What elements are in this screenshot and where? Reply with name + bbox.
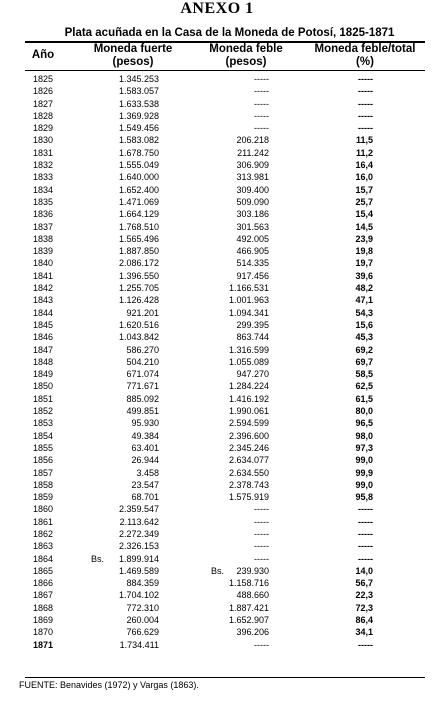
table-row xyxy=(0,319,434,331)
cell-strong-currency: 1.734.411 xyxy=(119,639,159,650)
cell-year: 1857 xyxy=(33,467,54,478)
cell-weak-currency: 396.206 xyxy=(236,627,269,638)
cell-strong-currency: 766.629 xyxy=(126,627,159,638)
cell-strong-currency: 1.664.129 xyxy=(118,209,159,220)
cell-strong-currency: 1.396.550 xyxy=(118,270,159,281)
table-row xyxy=(0,134,434,146)
table-row xyxy=(0,270,434,282)
cell-year: 1861 xyxy=(33,516,54,527)
cell-strong-currency: 49.384 xyxy=(131,430,159,441)
header-weak-share xyxy=(306,43,424,69)
cell-weak-currency: ----- xyxy=(254,98,269,109)
cell-weak-share: 86,4 xyxy=(355,615,373,626)
header-weak-line2: (pesos) xyxy=(225,56,267,68)
cell-weak-currency: 863.744 xyxy=(236,332,269,343)
cell-weak-share: 61,5 xyxy=(355,393,373,404)
table-row xyxy=(0,282,434,294)
cell-weak-currency: 306.909 xyxy=(236,160,269,171)
cell-year: 1837 xyxy=(33,221,54,232)
cell-year: 1869 xyxy=(33,615,54,626)
cell-weak-share: ----- xyxy=(358,98,373,109)
cell-weak-share: 56,7 xyxy=(355,578,373,589)
table-row xyxy=(0,221,434,233)
cell-weak-share: 14,5 xyxy=(355,221,373,232)
cell-weak-share: 95,8 xyxy=(355,492,373,503)
cell-weak-currency: ----- xyxy=(254,110,269,121)
cell-weak-share: ----- xyxy=(358,541,373,552)
header-year: Año xyxy=(31,49,55,61)
cell-strong-currency: 1.043.842 xyxy=(118,332,159,343)
cell-strong-currency: 1.255.705 xyxy=(118,283,159,294)
cell-weak-share: 16,4 xyxy=(355,160,373,171)
cell-year: 1848 xyxy=(33,356,54,367)
cell-year: 1835 xyxy=(33,196,54,207)
cell-weak-currency: 299.395 xyxy=(236,319,269,330)
cell-weak-share: 62,5 xyxy=(355,381,373,392)
cell-weak-currency-prefix: Bs. xyxy=(211,565,225,576)
cell-strong-currency: 3.458 xyxy=(136,467,159,478)
cell-strong-currency: 2.113.642 xyxy=(119,516,159,527)
table-row xyxy=(0,159,434,171)
cell-strong-currency: 921.201 xyxy=(126,307,159,318)
table-row xyxy=(0,491,434,503)
table-row xyxy=(0,614,434,626)
cell-strong-currency: 1.555.049 xyxy=(118,160,159,171)
cell-weak-currency: 466.905 xyxy=(236,246,269,257)
cell-strong-currency: 1.469.589 xyxy=(118,565,159,576)
cell-weak-currency: 2.634.550 xyxy=(228,467,269,478)
cell-weak-share: ----- xyxy=(358,123,373,134)
cell-weak-share: 16,0 xyxy=(355,172,373,183)
cell-year: 1831 xyxy=(33,147,54,158)
cell-year: 1844 xyxy=(33,307,54,318)
cell-year: 1849 xyxy=(33,369,54,380)
table-row xyxy=(0,589,434,601)
cell-year: 1864 xyxy=(33,553,54,564)
header-strong-line1: Moneda fuerte xyxy=(93,43,173,55)
cell-strong-currency: 26.944 xyxy=(131,455,159,466)
table-row xyxy=(0,98,434,110)
table-row xyxy=(0,208,434,220)
cell-weak-share: 34,1 xyxy=(355,627,373,638)
cell-weak-share: ----- xyxy=(358,639,373,650)
cell-weak-share: 48,2 xyxy=(355,283,373,294)
cell-year: 1858 xyxy=(33,479,54,490)
table-row xyxy=(0,442,434,454)
cell-strong-currency: 1.583.082 xyxy=(118,135,159,146)
cell-strong-currency: 1.899.914 xyxy=(118,553,159,564)
cell-weak-currency: ----- xyxy=(254,639,269,650)
cell-strong-currency: 95.930 xyxy=(131,418,159,429)
header-pct-line1: Moneda feble/total xyxy=(314,43,416,55)
cell-strong-currency: 1.887.850 xyxy=(118,246,159,257)
cell-weak-share: 19,7 xyxy=(355,258,373,269)
cell-weak-share: 47,1 xyxy=(355,295,373,306)
cell-weak-currency: 301.563 xyxy=(236,221,269,232)
cell-year: 1855 xyxy=(33,442,54,453)
cell-year: 1863 xyxy=(33,541,54,552)
table-row xyxy=(0,110,434,122)
table-row xyxy=(0,417,434,429)
cell-weak-currency: 1.575.919 xyxy=(228,492,269,503)
cell-weak-currency: 1.166.531 xyxy=(228,283,269,294)
cell-year: 1832 xyxy=(33,160,54,171)
cell-weak-share: 11,5 xyxy=(355,135,373,146)
table-row xyxy=(0,467,434,479)
cell-year: 1827 xyxy=(33,98,54,109)
table-row xyxy=(0,393,434,405)
cell-weak-currency: 2.378.743 xyxy=(228,479,269,490)
cell-year: 1851 xyxy=(33,393,54,404)
cell-year: 1866 xyxy=(33,578,54,589)
cell-strong-currency: 772.310 xyxy=(126,602,159,613)
cell-weak-share: 54,3 xyxy=(355,307,373,318)
table-row xyxy=(0,577,434,589)
cell-strong-currency: 1.126.428 xyxy=(118,295,159,306)
cell-weak-share: 14,0 xyxy=(355,565,373,576)
cell-year: 1853 xyxy=(33,418,54,429)
cell-strong-currency: 1.704.102 xyxy=(118,590,159,601)
cell-strong-currency: 2.326.153 xyxy=(118,541,159,552)
cell-weak-currency: 1.284.224 xyxy=(228,381,269,392)
cell-weak-share: 99,0 xyxy=(355,455,373,466)
cell-weak-currency: 1.055.089 xyxy=(228,356,269,367)
table-row xyxy=(0,245,434,257)
cell-weak-share: ----- xyxy=(358,110,373,121)
cell-year: 1850 xyxy=(33,381,54,392)
cell-weak-currency: 206.218 xyxy=(236,135,269,146)
cell-weak-currency: ----- xyxy=(254,516,269,527)
cell-strong-currency: 884.359 xyxy=(126,578,159,589)
cell-weak-share: ----- xyxy=(358,86,373,97)
cell-year: 1843 xyxy=(33,295,54,306)
cell-weak-share: ----- xyxy=(358,553,373,564)
cell-weak-currency: ----- xyxy=(254,541,269,552)
cell-year: 1826 xyxy=(33,86,54,97)
cell-weak-share: 69,7 xyxy=(355,356,373,367)
cell-year: 1868 xyxy=(33,602,54,613)
cell-weak-currency: 1.158.716 xyxy=(228,578,269,589)
cell-weak-currency: ----- xyxy=(254,504,269,515)
table-row xyxy=(0,184,434,196)
cell-strong-currency: 586.270 xyxy=(126,344,159,355)
cell-weak-share: 19,8 xyxy=(355,246,373,257)
cell-strong-currency: 771.671 xyxy=(126,381,159,392)
cell-weak-currency: 211.242 xyxy=(237,147,269,158)
cell-strong-currency: 1.678.750 xyxy=(118,147,159,158)
cell-year: 1838 xyxy=(33,233,54,244)
table-row xyxy=(0,147,434,159)
cell-weak-currency: 2.634.077 xyxy=(228,455,269,466)
table-row xyxy=(0,565,434,577)
cell-year: 1828 xyxy=(33,110,54,121)
cell-strong-currency: 1.345.253 xyxy=(118,74,159,84)
cell-weak-share: 39,6 xyxy=(355,270,373,281)
cell-weak-currency: 1.416.192 xyxy=(228,393,269,404)
cell-year: 1867 xyxy=(33,590,54,601)
table-body xyxy=(0,73,434,651)
table-row xyxy=(0,368,434,380)
cell-weak-currency: 917.456 xyxy=(236,270,269,281)
table-row xyxy=(0,528,434,540)
table-row xyxy=(0,405,434,417)
table-row xyxy=(0,639,434,651)
table-row xyxy=(0,430,434,442)
cell-strong-currency: 68.701 xyxy=(131,492,159,503)
cell-weak-currency: 313.981 xyxy=(236,172,269,183)
cell-strong-currency-prefix: Bs. xyxy=(91,553,105,564)
cell-weak-currency: 2.594.599 xyxy=(228,418,269,429)
table-row xyxy=(0,516,434,528)
cell-year: 1845 xyxy=(33,319,54,330)
cell-weak-share: 15,4 xyxy=(355,209,373,220)
table-row xyxy=(0,122,434,134)
cell-year: 1825 xyxy=(33,74,54,84)
cell-weak-share: 22,3 xyxy=(355,590,373,601)
cell-strong-currency: 499.851 xyxy=(126,406,159,417)
cell-year: 1854 xyxy=(33,430,54,441)
cell-weak-share: 98,0 xyxy=(355,430,373,441)
cell-strong-currency: 671.074 xyxy=(126,369,159,380)
table-row xyxy=(0,454,434,466)
cell-weak-share: 58,5 xyxy=(355,369,373,380)
source-note: FUENTE: Benavides (1972) y Vargas (1863). xyxy=(19,680,199,690)
cell-strong-currency: 1.369.928 xyxy=(118,110,159,121)
cell-weak-share: 15,6 xyxy=(355,319,373,330)
cell-strong-currency: 1.768.510 xyxy=(118,221,159,232)
cell-year: 1829 xyxy=(33,123,54,134)
table-title: Plata acuñada en la Casa de la Moneda de Potosí, 1825-1871 xyxy=(64,27,395,39)
cell-weak-currency: 492.005 xyxy=(236,233,269,244)
cell-weak-share: 80,0 xyxy=(355,406,373,417)
cell-weak-share: 25,7 xyxy=(355,196,373,207)
cell-weak-currency: 514.335 xyxy=(236,258,269,269)
cell-year: 1871 xyxy=(33,639,54,650)
cell-strong-currency: 1.471.069 xyxy=(118,196,159,207)
header-rule xyxy=(25,70,425,71)
cell-weak-currency: ----- xyxy=(254,86,269,97)
cell-year: 1865 xyxy=(33,565,54,576)
cell-weak-currency: 1.887.421 xyxy=(228,602,269,613)
table-row xyxy=(0,294,434,306)
cell-weak-currency: 947.270 xyxy=(236,369,269,380)
table-bottom-rule xyxy=(25,677,425,678)
cell-weak-currency: 309.400 xyxy=(236,184,269,195)
cell-weak-share: 99,0 xyxy=(355,479,373,490)
cell-weak-share: 23,9 xyxy=(355,233,373,244)
cell-weak-currency: 1.652.907 xyxy=(228,615,269,626)
cell-weak-share: ----- xyxy=(358,516,373,527)
table-row xyxy=(0,602,434,614)
header-strong-currency xyxy=(78,43,188,69)
cell-weak-currency: 239.930 xyxy=(236,565,269,576)
cell-strong-currency: 1.583.057 xyxy=(118,86,159,97)
cell-weak-share: 45,3 xyxy=(355,332,373,343)
cell-strong-currency: 1.620.516 xyxy=(118,319,159,330)
cell-year: 1834 xyxy=(33,184,54,195)
table-row xyxy=(0,331,434,343)
table-row xyxy=(0,344,434,356)
cell-strong-currency: 2.272.349 xyxy=(118,528,159,539)
cell-weak-currency: 2.396.600 xyxy=(228,430,269,441)
cell-weak-currency: ----- xyxy=(254,553,269,564)
table-row xyxy=(0,196,434,208)
cell-year: 1842 xyxy=(33,283,54,294)
cell-year: 1859 xyxy=(33,492,54,503)
table-row xyxy=(0,540,434,552)
cell-weak-share: ----- xyxy=(358,74,373,84)
cell-strong-currency: 1.633.538 xyxy=(118,98,159,109)
table-row xyxy=(0,626,434,638)
cell-year: 1856 xyxy=(33,455,54,466)
table-row xyxy=(0,553,434,565)
cell-strong-currency: 1.565.496 xyxy=(118,233,159,244)
cell-strong-currency: 260.004 xyxy=(126,615,159,626)
cell-year: 1870 xyxy=(33,627,54,638)
table-row xyxy=(0,85,434,97)
cell-strong-currency: 2.086.172 xyxy=(118,258,159,269)
annex-title: ANEXO 1 xyxy=(180,0,254,17)
cell-year: 1852 xyxy=(33,406,54,417)
cell-strong-currency: 885.092 xyxy=(126,393,159,404)
table-row xyxy=(0,479,434,491)
cell-weak-share: 96,5 xyxy=(355,418,373,429)
table-row xyxy=(0,380,434,392)
table-row xyxy=(0,73,434,85)
header-weak-currency xyxy=(196,43,296,69)
table-row xyxy=(0,171,434,183)
cell-weak-share: 72,3 xyxy=(355,602,373,613)
cell-weak-currency: ----- xyxy=(254,123,269,134)
cell-weak-currency: 509.090 xyxy=(236,196,269,207)
cell-weak-currency: 1.990.061 xyxy=(228,406,269,417)
cell-year: 1836 xyxy=(33,209,54,220)
cell-weak-currency: ----- xyxy=(254,528,269,539)
table-row xyxy=(0,233,434,245)
table-row xyxy=(0,503,434,515)
cell-strong-currency: 1.652.400 xyxy=(118,184,159,195)
cell-year: 1833 xyxy=(33,172,54,183)
cell-year: 1846 xyxy=(33,332,54,343)
cell-weak-currency: ----- xyxy=(254,74,269,84)
cell-strong-currency: 2.359.547 xyxy=(118,504,159,515)
header-weak-line1: Moneda feble xyxy=(209,43,283,55)
cell-weak-currency: 1.094.341 xyxy=(228,307,269,318)
header-pct-line2: (%) xyxy=(356,56,374,68)
cell-year: 1839 xyxy=(33,246,54,257)
cell-weak-currency: 1.001.963 xyxy=(228,295,269,306)
cell-year: 1860 xyxy=(33,504,54,515)
cell-weak-share: 11,2 xyxy=(355,147,373,158)
cell-year: 1840 xyxy=(33,258,54,269)
cell-weak-share: 99,9 xyxy=(355,467,373,478)
table-row xyxy=(0,307,434,319)
cell-weak-share: 15,7 xyxy=(355,184,373,195)
table-row xyxy=(0,356,434,368)
cell-strong-currency: 1.640.000 xyxy=(118,172,159,183)
cell-strong-currency: 63.401 xyxy=(131,442,159,453)
cell-weak-share: ----- xyxy=(358,504,373,515)
cell-weak-currency: 1.316.599 xyxy=(228,344,269,355)
header-strong-line2: (pesos) xyxy=(112,56,154,68)
cell-weak-share: 97,3 xyxy=(355,442,373,453)
cell-year: 1847 xyxy=(33,344,54,355)
cell-year: 1862 xyxy=(33,528,54,539)
table-row xyxy=(0,257,434,269)
cell-strong-currency: 1.549.456 xyxy=(118,123,159,134)
cell-weak-currency: 488.660 xyxy=(236,590,269,601)
cell-weak-share: ----- xyxy=(358,528,373,539)
cell-weak-currency: 303.186 xyxy=(236,209,269,220)
cell-weak-currency: 2.345.246 xyxy=(228,442,269,453)
cell-strong-currency: 504.210 xyxy=(126,356,159,367)
cell-weak-share: 69,2 xyxy=(355,344,373,355)
cell-strong-currency: 23.547 xyxy=(131,479,159,490)
cell-year: 1830 xyxy=(33,135,54,146)
cell-year: 1841 xyxy=(33,270,54,281)
